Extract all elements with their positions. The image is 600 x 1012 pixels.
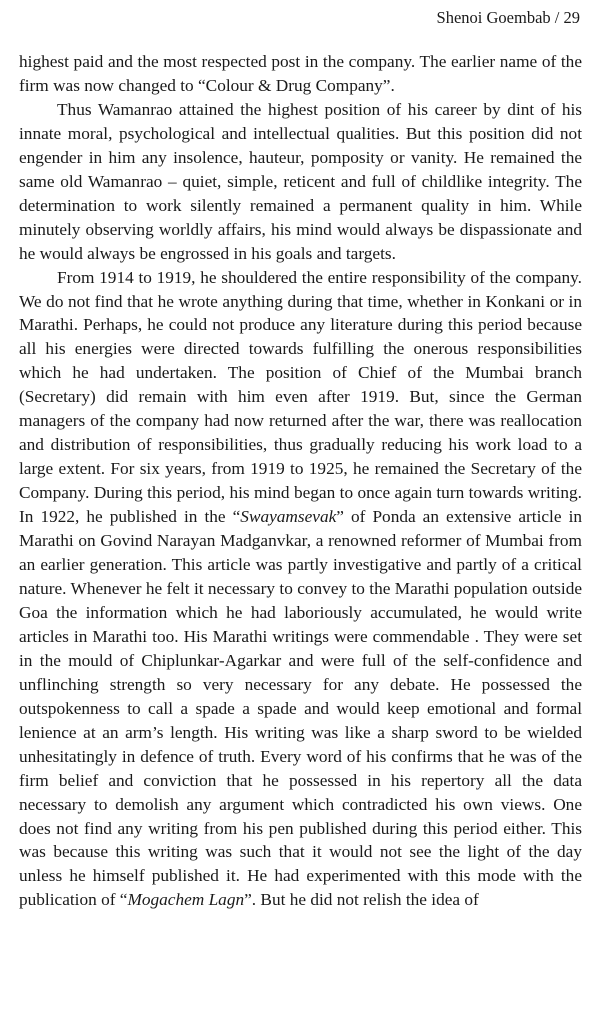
text-segment: Thus Wamanrao attained the highest position of his career by dint of his innate moral, psychological and intellectual qualities. But this position did not engender in him any insolence, hauteur, pomposity or vanity. He remained the same old Wamanrao – quiet, simple, reticent and full of childlike integrity. The determination to work silently remained a permanent quality in him. While minutely observing worldly affairs, his mind would always be dispassionate and he would always be engrossed in his goals and targets. [19,99,582,263]
newspaper-title: Swayamsevak [240,507,337,527]
text-segment: From 1914 to 1919, he shouldered the entire responsibility of the company. We do not find that he wrote anything during that time, whether in Konkani or in Marathi. Perhaps, he could not produce any literature during this period because all his energies were directed towards fulfilling the onerous responsibilities which he had undertaken. The position of Chief of the Mumbai branch (Secretary) did remain with him even after 1919. But, since the German managers of the company had now returned after the war, there was reallocation and distribution of responsibilities, thus gradually reducing his work load to a large extent. For six years, from 1919 to 1925, he remained the Secretary of the Company. During this period, his mind began to once again turn towards writing. In 1922, he published in the “ [19,267,582,527]
running-header: Shenoi Goembab / 29 [436,8,580,27]
text-segment: ” of Ponda an extensive article in Marathi on Govind Narayan Madganvkar, a renowned reformer of Mumbai from an earlier generation. This article was partly investigative and partly of a critical nature. Whenever he felt it necessary to convey to the Marathi population outside Goa the information which he had laboriously accumulated, he would write articles in Marathi too. His Marathi writings were commendable . They were set in the mould of Chiplunkar-Agarkar and were full of the self-confidence and unflinching strength so very necessary for any debate. He possessed the outspokenness to call a spade a spade and would keep emotional and formal lenience at an arm’s length. His writing was like a sharp sword to be wielded unhesitatingly in defence of truth. Every word of his confirms that he was of the firm belief and conviction that he possessed in his repertory all the data necessary to demolish any argument which contradicted his own views. One does not find any writing from his pen published during this period either. This was because this writing was such that it would not see the light of the day unless he himself published it. He had experimented with this mode with the publication of “ [19,507,583,910]
text-segment: ”. But he did not relish the idea of [244,890,479,910]
body-text [19,50,582,912]
work-title: Mogachem Lagn [127,890,245,910]
paragraph-1 [19,50,582,98]
paragraph-3 [19,266,582,913]
paragraph-2 [19,98,582,266]
text-segment: highest paid and the most respected post in the company. The earlier name of the firm was now changed to “Colour & Drug Company”. [19,52,582,95]
